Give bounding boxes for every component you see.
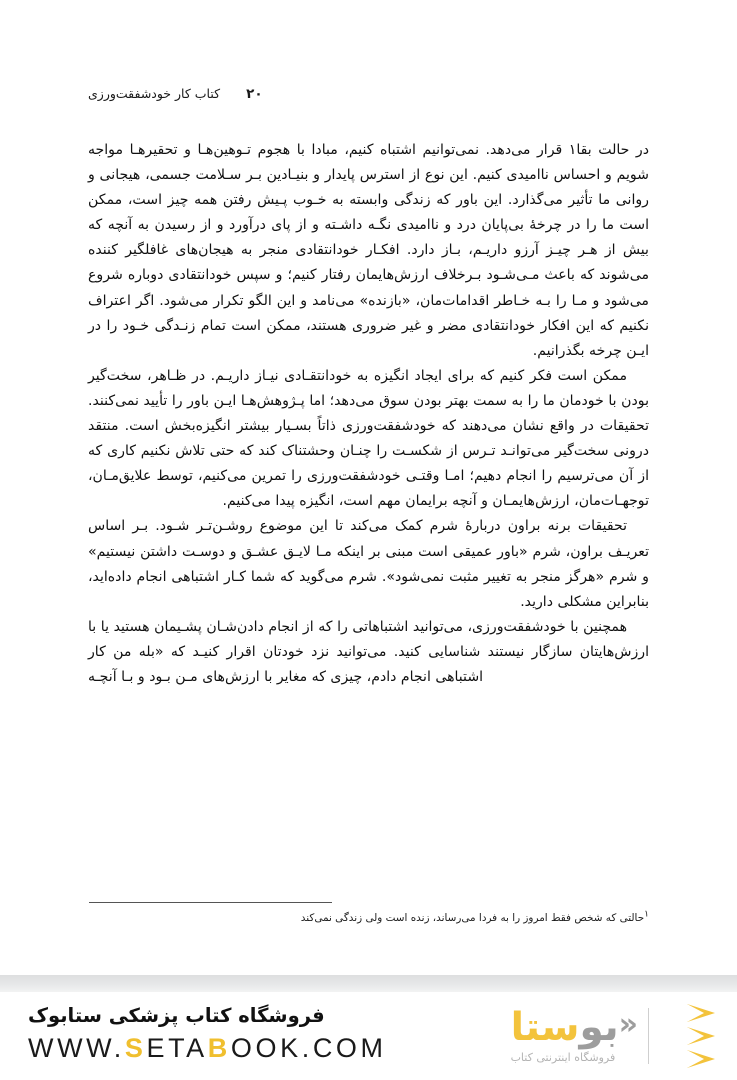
- body-text: [88, 138, 649, 690]
- url-part-s: S: [124, 1032, 147, 1063]
- site-url[interactable]: [28, 1032, 387, 1066]
- logo-wordmark: [510, 1005, 638, 1050]
- paragraph-3: تحقیقات برنه براون دربارهٔ شرم کمک می‌کند تا این موضوع روشـن‌تـر شـود. بـر اساس تعریـف براون، شرم «باور عمیقی است مبنی بر اینکه مـا لایـق عشـق و دوسـت داشتن نیستیم» و شرم «هرگز منجر به تغییر مثبت نمی‌شود». شرم می‌گوید که شما کـار اشتباهی انجام داده‌اید، بنابراین مشکلی دارید.: [88, 518, 649, 610]
- footnote-body: حالتی که شخص فقط امروز را به فردا می‌رساند، زنده است ولی زندگی نمی‌کند: [300, 912, 645, 924]
- setabook-logo[interactable]: [511, 1000, 715, 1072]
- logo-wordmark-gray: بو: [579, 1005, 619, 1050]
- url-part-eta: ETA: [146, 1032, 208, 1063]
- shop-name: فروشگاه کتاب پزشکی ستابوک: [28, 1004, 325, 1028]
- logo-tagline: فروشگاه اینترنتی کتاب: [510, 1051, 616, 1064]
- logo-wordmark-gold: ستا: [510, 1005, 580, 1050]
- chevron-mark-icon: [659, 1004, 715, 1068]
- logo-wordmark-wrap: [510, 1005, 638, 1064]
- footer-banner: [0, 975, 737, 1080]
- url-part-ook-com: OOK.COM: [230, 1032, 387, 1063]
- footnote-separator: [89, 902, 332, 903]
- logo-guillemet-icon: «: [618, 1007, 638, 1042]
- footnote-text: [88, 910, 649, 927]
- page-number: ۲۰: [246, 86, 263, 102]
- running-head-inner: [88, 86, 351, 102]
- footer-content: [0, 992, 737, 1080]
- paragraph-2: ممکن است فکر کنیم که برای ایجاد انگیزه به خودانتقـادی نیـاز داریـم. در ظـاهر، سخت‌گیر بودن با خودمان ما را به سمت بهتر بودن سوق می‌دهد؛ اما پـژوهش‌هـا ایـن باور را تأیید نمی‌کنند. تحقیقات در واقع نشان می‌دهند که خودشفقت‌ورزی ذاتاً بسـیار بیشتر انگیزه‌بخش است. منتقد درونی سخت‌گیر می‌توانـد تـرس از شکسـت را چنـان وحشتناک کند که حتی تلاش نکنیم کاری که از آن می‌ترسیم را انجام دهیم؛ امـا وقتـی خودشفقت‌ورزی را تمرین می‌کنیم، توسط علایق‌مـان، توجهـات‌مان، ارزش‌هایمـان و آنچه برایمان مهم است، انگیزه پیدا می‌کنیم.: [88, 367, 649, 510]
- url-part-b: B: [207, 1032, 231, 1063]
- paragraph-4: همچنین با خودشفقت‌ورزی، می‌توانید اشتباهاتی را که از انجام دادن‌شـان پشـیمان هستید یا با ارزش‌هایتان سازگار نیستند شناسایی کنید. می‌توانید نزد خودتان اقرار کنیـد که «بله من کار اشتباهی انجام دادم، چیزی که مغایر با ارزش‌های مـن بـود و بـا آنچـه: [88, 618, 649, 685]
- footnote-marker: ۱: [644, 909, 649, 920]
- footer-gradient-strip: [0, 975, 737, 992]
- footnote-area: [88, 902, 649, 927]
- book-title: کتاب کار خودشفقت‌ورزی: [88, 86, 221, 101]
- paragraph-1: در حالت بقا۱ قرار می‌دهد. نمی‌توانیم اشتباه کنیم، مبادا با هجوم تـوهین‌هـا و تحقیرهـا مواجه شویم و احساس ناامیدی کنیم. این نوع از استرس پایدار و بنیـادین بـر سـلامت جسمی، هیجانی و روانی ما تأثیر می‌گذارد. این باور که زندگی وابسته به خـوب پـیش رفتن همه چیز است، ممکن است ما را در چرخهٔ بی‌پایان درد و ناامیدی نگـه داشـته و از پای درآورد و از رسیدن به آنچه که بیش از هـر چیـز آرزو داریـم، بـاز دارد. افکـار خودانتقادی منجر به هیجان‌های غافلگیر کننده می‌شوند که باعث مـی‌شـود بـرخلاف ارزش‌هایمان رفتار کنیم؛ و سپس خودانتقادی دوباره شروع می‌شود و مـا را بـه خـاطر اقدامات‌مان، «بازنده» می‌نامد و این الگو تکرار می‌شود. اگر اعتراف نکنیم که این افکار خودانتقادی مضر و غیر ضروری هستند، ممکن است تمام زنـدگی خـود را در ایـن چرخه بگذرانیم.: [88, 142, 650, 359]
- running-head: [0, 86, 737, 108]
- url-part-www: WWW.: [28, 1032, 125, 1063]
- footer-text-block: [28, 1004, 387, 1067]
- logo-divider: [648, 1008, 649, 1064]
